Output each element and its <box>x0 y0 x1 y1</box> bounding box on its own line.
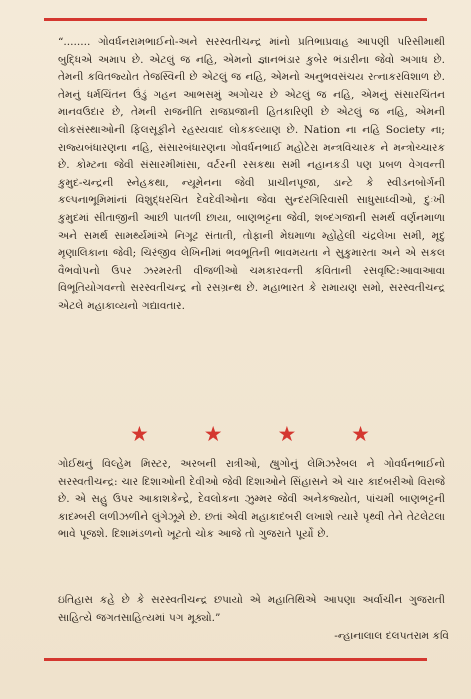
star-icon: ★ <box>203 422 223 446</box>
quote-paragraph-1: “........ ગોવર્ધનરામભાઈનો-અને સરસ્વતીચન્દ્ર માંનો પ્રતિભાપ્રવાહ આપણી પરિસીમાથી બુદ્ધિએ અમાપ છે. એટલું જ નહિ, એમનો જ્ઞાનભંડાર કુબેર ભંડારીના જેવો અગાધ છે. તેમની કવિતજ્યોત તેજસ્વિની છે એટલું જ નહિ, એમનો અનુભવસંચય રત્નાકરવિશાળ છે. તેમનું ધર્મચિંતન ઉંડું ગહન આભસમું અગોચર છે એટલું જ નહિ, એમનું સંસારચિંતન માનવઉદાર છે, તેમની રાજનીતિ રાજપ્રજાની હિતકારિણી છે એટલું જ નહિ, એમની લોકસંસ્થાઓની ફિલસૂફીને રહસ્યવાદ લોકકલ્યાણ છે. Nation ના નહિ Society ના; રાજ્યબંધારણના નહિ, સંસારબંધારણના ગોવર્ધનભાઈ મહોટેરા મન્ત્રવિચારક ને મન્ત્રોચ્ચારક છે. કોમ્ટના જેવી સંસારમીમાંસા, વર્ટરની રસકથા સમી નહાનકડી પણ પ્રબળ વેગવન્તી કુમુદ-ચન્દ્રની સ્નેહકથા, ન્યૂમેનના જેવી પ્રાચીનપૂજા, ડાન્ટે કે સ્વીડનબોર્ગની કલ્પનાભૂમિમાંનાં વિશુદ્ધરચિત દેવદેવીઓના જેવા સુન્દરગિરિવાસી સાધુસાધ્વીઓ, દુઃખી કુમુદમાં સીતાજીની આછી પાતળી છાયા, બાણભટ્ટના જેવી, શબ્દગજાની સમર્થ વર્ણનમાળા અને સમર્થ સામર્થ્યમાંએ નિગૂઢ સંતાતી, તોફાની મેઘમાળા મ્હોંહેલી ચંદ્રલેખા સમી, મૃદુ મૃણાલિકાના જેવી; ચિરંજીવ લેખિનીમાં ભવભૂતિની ભાવમયતા ને સુકુમારતા અને એ સકલ વૈભવોપનો ઉપર ઝરમરતી વીજળીઓ ચમકારવન્તી કવિતાની રસવૃષ્ટિ:આવાઆવા વિભૂતિયોગવન્તો સરસ્વતીચન્દ્ર નો રસગ્રન્થ છે. મહાભારત કે રામાયણ સમો, સરસ્વતીચન્દ્ર એટલે મહાકાવ્યનો ગદ્યાવતાર. <box>58 36 445 312</box>
star-divider <box>130 424 370 445</box>
quote-paragraph-2: ગોઈથનું વિલ્હેમ મિસ્ટર, અરબની રાત્રીઓ, હ્યુગોનું લેમિઝરેબલ ને ગોવર્ધનભાઈનો સરસ્વતીચન્દ્ર: ચાર દિશાઓની દેવીઓ જેવી દિશાઓને સિંહાસને એ ચાર કાદંબરીઓ વિરાજે છે. એ સહુ ઉપર આકાશકેન્દ્રે, દેવલોકના ઝુમ્મર જેવી અનેકજ્યોત, પાંચમી બાણભટ્ટની કાદમ્બરી લળીઝળીને લુંગેઝૂમે છે. છતાં એવી મહાકાદંબરી લખાશે ત્યારે પૃથ્વી તેને તેટલેટલા ભાવે પૂજશે. દિશામંડળનો ખૂટતો ચોક આજે તો ગુજરાતે પૂર્યો છે. <box>58 458 445 541</box>
star-icon: ★ <box>351 422 370 446</box>
star-icon: ★ <box>130 422 149 446</box>
quote-paragraph-3: ઇતિહાસ કહે છે કે સરસ્વતીચન્દ્ર છપાયો એ મહાતિથિએ આપણા અર્વાચીન ગુજરાતી સાહિત્યે જગતસાહિત્યમાં પગ મૂક્યો.” <box>58 594 445 624</box>
star-icon: ★ <box>277 422 297 446</box>
bottom-red-rule <box>44 658 427 661</box>
top-red-rule <box>44 18 427 21</box>
author-signature: -ન્હાનાલાલ દલપતરામ કવિ <box>334 630 449 642</box>
